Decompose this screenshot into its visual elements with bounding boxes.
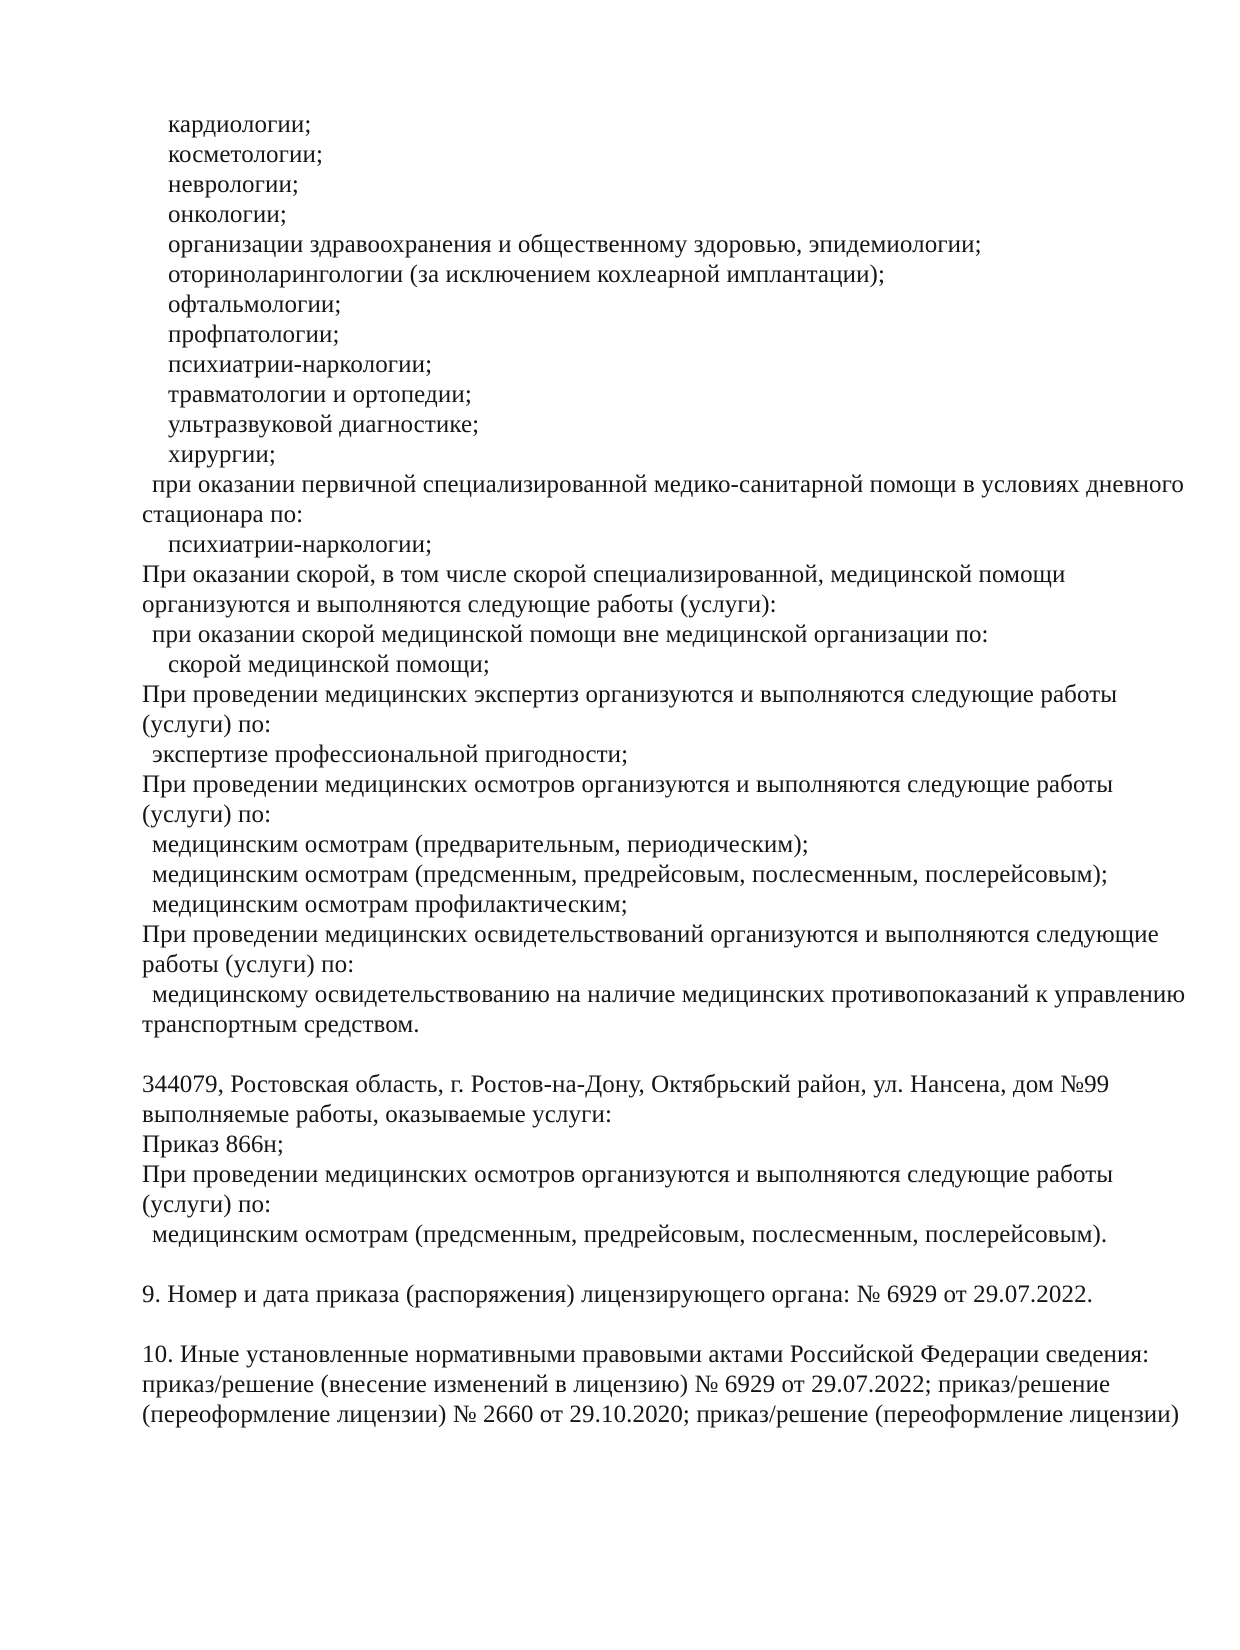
text-line: стационара по:: [142, 501, 304, 528]
text-line: (переоформление лицензии) № 2660 от 29.10.2020; приказ/решение (переоформление лицензии): [142, 1401, 1180, 1428]
text-line: косметологии;: [168, 141, 324, 168]
text-line: медицинским осмотрам профилактическим;: [152, 891, 628, 918]
text-line: травматологии и ортопедии;: [168, 381, 472, 408]
text-line: медицинскому освидетельствованию на наличие медицинских противопоказаний к управлению: [152, 981, 1186, 1008]
text-line: При проведении медицинских освидетельствований организуются и выполняются следующие: [142, 921, 1159, 948]
document-text-block: [142, 110, 1186, 1430]
text-line: ультразвуковой диагностике;: [168, 411, 480, 438]
text-line: работы (услуги) по:: [142, 951, 355, 978]
text-line: неврологии;: [168, 171, 299, 198]
text-line: При оказании скорой, в том числе скорой специализированной, медицинской помощи: [142, 561, 1066, 588]
text-line: хирургии;: [168, 441, 276, 468]
text-line: психиатрии-наркологии;: [168, 351, 433, 378]
text-line: офтальмологии;: [168, 291, 342, 318]
text-line: экспертизе профессиональной пригодности;: [152, 741, 629, 768]
text-line: транспортным средством.: [142, 1011, 420, 1038]
text-line: медицинским осмотрам (предсменным, предрейсовым, послесменным, послерейсовым).: [152, 1221, 1108, 1248]
text-line: кардиологии;: [168, 111, 312, 138]
text-line: приказ/решение (внесение изменений в лицензию) № 6929 от 29.07.2022; приказ/решение: [142, 1371, 1111, 1398]
text-line: онкологии;: [168, 201, 287, 228]
text-line: психиатрии-наркологии;: [168, 531, 433, 558]
text-line: профпатологии;: [168, 321, 340, 348]
text-line: выполняемые работы, оказываемые услуги:: [142, 1101, 612, 1128]
text-line: медицинским осмотрам (предварительным, периодическим);: [152, 831, 809, 858]
text-line: при оказании скорой медицинской помощи вне медицинской организации по:: [152, 621, 989, 648]
text-line: При проведении медицинских осмотров организуются и выполняются следующие работы: [142, 1161, 1114, 1188]
text-line: (услуги) по:: [142, 801, 272, 828]
text-line: Приказ 866н;: [142, 1131, 284, 1158]
text-line: медицинским осмотрам (предсменным, предрейсовым, послесменным, послерейсовым);: [152, 861, 1108, 888]
blank-line: [142, 1310, 1180, 1340]
text-line: оториноларингологии (за исключением кохлеарной имплантации);: [168, 261, 886, 288]
text-line: скорой медицинской помощи;: [168, 651, 490, 678]
blank-line: [142, 1040, 1180, 1070]
text-line: 10. Иные установленные нормативными правовыми актами Российской Федерации сведения:: [142, 1341, 1150, 1368]
text-line: 344079, Ростовская область, г. Ростов-на-Дону, Октябрьский район, ул. Нансена, дом №99: [142, 1071, 1110, 1098]
text-line: При проведении медицинских осмотров организуются и выполняются следующие работы: [142, 771, 1114, 798]
text-line: (услуги) по:: [142, 1191, 272, 1218]
text-line: 9. Номер и дата приказа (распоряжения) лицензирующего органа: № 6929 от 29.07.2022.: [142, 1281, 1094, 1308]
text-line: При проведении медицинских экспертиз организуются и выполняются следующие работы: [142, 681, 1118, 708]
text-line: организуются и выполняются следующие работы (услуги):: [142, 591, 777, 618]
text-line: при оказании первичной специализированной медико-санитарной помощи в условиях дневного: [152, 471, 1184, 498]
blank-line: [142, 1250, 1180, 1280]
text-line: (услуги) по:: [142, 711, 272, 738]
text-line: организации здравоохранения и общественному здоровью, эпидемиологии;: [168, 231, 982, 258]
